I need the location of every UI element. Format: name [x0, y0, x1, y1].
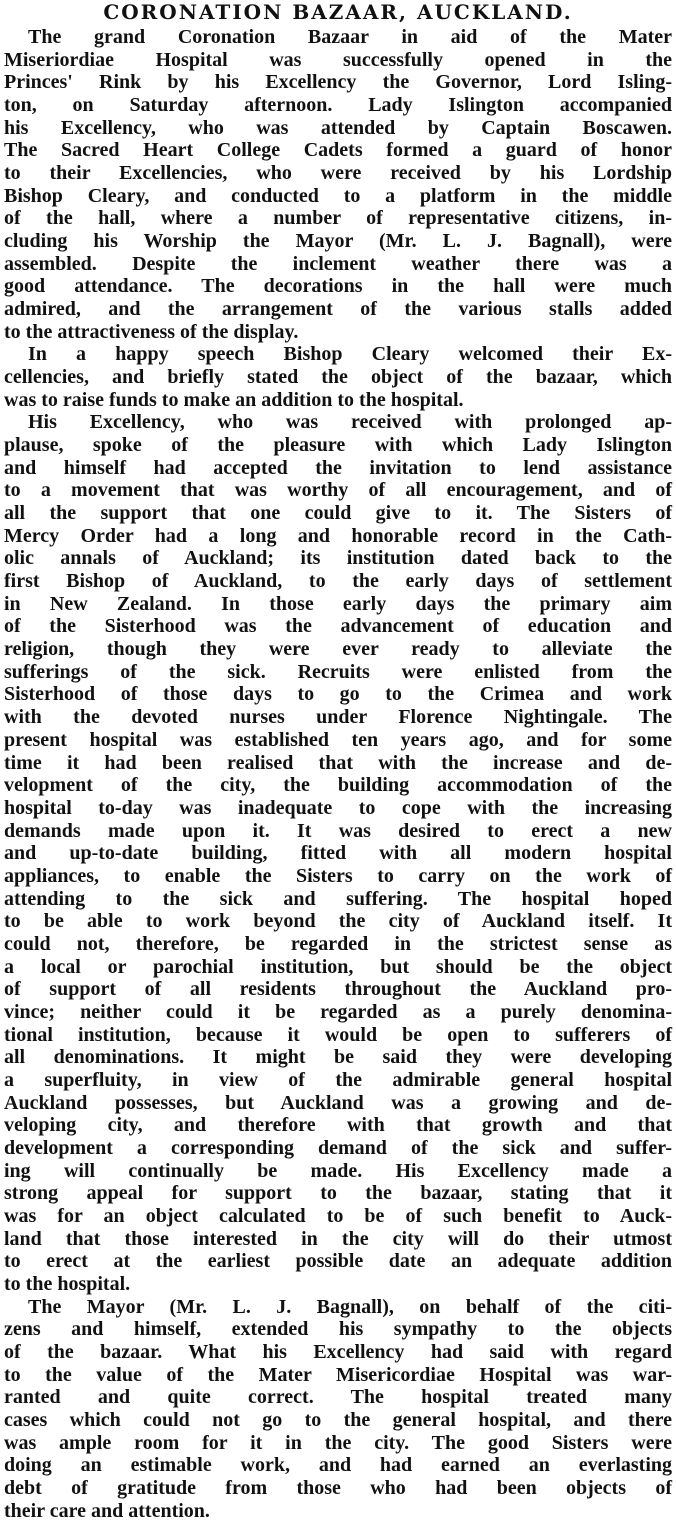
text-line: to erect at the earliest possible date an adequate addition — [4, 1250, 672, 1273]
text-line: all denominations. It might be said they were developing — [4, 1046, 672, 1069]
text-line: Mercy Order had a long and honorable record in the Cath- — [4, 524, 672, 547]
newspaper-column — [4, 0, 672, 1522]
text-line: of support of all residents throughout the Auckland pro- — [4, 978, 672, 1001]
text-line: Bishop Cleary, and conducted to a platform in the middle — [4, 184, 672, 207]
text-line: cluding his Worship the Mayor (Mr. L. J. Bagnall), were — [4, 230, 672, 253]
text-line: all the support that one could give to it. The Sisters of — [4, 502, 672, 525]
text-line: ing will continually be made. His Excellency made a — [4, 1159, 672, 1182]
text-line: Miseriordiae Hospital was successfully opened in the — [4, 48, 672, 71]
text-line: appliances, to enable the Sisters to carry on the work of — [4, 864, 672, 887]
text-line: Princes' Rink by his Excellency the Governor, Lord Isling- — [4, 71, 672, 94]
text-line: land that those interested in the city will do their utmost — [4, 1227, 672, 1250]
article-paragraph — [4, 1296, 672, 1522]
text-line: to be able to work beyond the city of Auckland itself. It — [4, 910, 672, 933]
text-line: good attendance. The decorations in the hall were much — [4, 275, 672, 298]
text-line: demands made upon it. It was desired to erect a new — [4, 819, 672, 842]
article-body — [4, 26, 672, 1522]
text-line: cases which could not go to the general hospital, and there — [4, 1408, 672, 1431]
text-line: and up-to-date building, fitted with all modern hospital — [4, 842, 672, 865]
text-line: attending to the sick and suffering. The hospital hoped — [4, 887, 672, 910]
text-line: in New Zealand. In those early days the primary aim — [4, 592, 672, 615]
text-line: to their Excellencies, who were received by his Lordship — [4, 162, 672, 185]
text-line: In a happy speech Bishop Cleary welcomed their Ex- — [28, 343, 672, 366]
article-paragraph — [4, 343, 672, 411]
article-headline: CORONATION BAZAAR, AUCKLAND. — [103, 0, 573, 24]
text-line: a local or parochial institution, but should be the object — [4, 955, 672, 978]
text-line: ton, on Saturday afternoon. Lady Islington accompanied — [4, 94, 672, 117]
text-line: to the value of the Mater Misericordiae Hospital was war- — [4, 1363, 672, 1386]
text-line: vince; neither could it be regarded as a purely denomina- — [4, 1000, 672, 1023]
text-line: could not, therefore, be regarded in the strictest sense as — [4, 932, 672, 955]
text-line: of the hall, where a number of representative citizens, in- — [4, 207, 672, 230]
text-line: Sisterhood of those days to go to the Crimea and work — [4, 683, 672, 706]
text-line: time it had been realised that with the increase and de- — [4, 751, 672, 774]
text-line: present hospital was established ten years ago, and for some — [4, 728, 672, 751]
text-line: hospital to-day was inadequate to cope with the increasing — [4, 796, 672, 819]
text-line: His Excellency, who was received with prolonged ap- — [28, 411, 672, 434]
text-line: sufferings of the sick. Recruits were enlisted from the — [4, 660, 672, 683]
text-line: was ample room for it in the city. The good Sisters were — [4, 1431, 672, 1454]
article-paragraph — [4, 411, 672, 1295]
text-line: The Mayor (Mr. L. J. Bagnall), on behalf of the citi- — [28, 1295, 672, 1318]
text-line: plause, spoke of the pleasure with which Lady Islington — [4, 434, 672, 457]
article-paragraph — [4, 26, 672, 343]
text-line: veloping city, and therefore with that growth and that — [4, 1114, 672, 1137]
text-line: zens and himself, extended his sympathy to the objects — [4, 1318, 672, 1341]
text-line: with the devoted nurses under Florence Nightingale. The — [4, 706, 672, 729]
text-line: to a movement that was worthy of all encouragement, and of — [4, 479, 672, 502]
text-line: his Excellency, who was attended by Captain Boscawen. — [4, 116, 672, 139]
text-line: tional institution, because it would be open to sufferers of — [4, 1023, 672, 1046]
text-line: doing an estimable work, and had earned an everlasting — [4, 1454, 672, 1477]
text-line: and himself had accepted the invitation to lend assistance — [4, 456, 672, 479]
text-line: cellencies, and briefly stated the object of the bazaar, which — [4, 366, 672, 389]
text-line: first Bishop of Auckland, to the early days of settlement — [4, 570, 672, 593]
text-line: of the Sisterhood was the advancement of education and — [4, 615, 672, 638]
text-line: Auckland possesses, but Auckland was a growing and de- — [4, 1091, 672, 1114]
text-line: assembled. Despite the inclement weather there was a — [4, 252, 672, 275]
text-line: debt of gratitude from those who had been objects of — [4, 1477, 672, 1499]
text-line: of the bazaar. What his Excellency had said with regard — [4, 1340, 672, 1363]
text-line: development a corresponding demand of the sick and suffer- — [4, 1136, 672, 1159]
text-line: religion, though they were ever ready to alleviate the — [4, 638, 672, 661]
text-line: strong appeal for support to the bazaar, stating that it — [4, 1182, 672, 1205]
text-line: ranted and quite correct. The hospital treated many — [4, 1386, 672, 1409]
text-line: was for an object calculated to be of such benefit to Auck- — [4, 1204, 672, 1227]
text-line: olic annals of Auckland; its institution dated back to the — [4, 547, 672, 570]
text-line: admired, and the arrangement of the various stalls added — [4, 298, 672, 321]
text-line: The Sacred Heart College Cadets formed a guard of honor — [4, 139, 672, 162]
text-line: The grand Coronation Bazaar in aid of the Mater — [28, 26, 672, 48]
text-line: velopment of the city, the building accommodation of the — [4, 774, 672, 797]
text-line: their care and attention. — [4, 1499, 210, 1522]
text-line: to the attractiveness of the display. — [4, 320, 299, 343]
text-line: a superfluity, in view of the admirable general hospital — [4, 1068, 672, 1091]
text-line: was to raise funds to make an addition to the hospital. — [4, 388, 464, 411]
text-line: to the hospital. — [4, 1272, 131, 1295]
